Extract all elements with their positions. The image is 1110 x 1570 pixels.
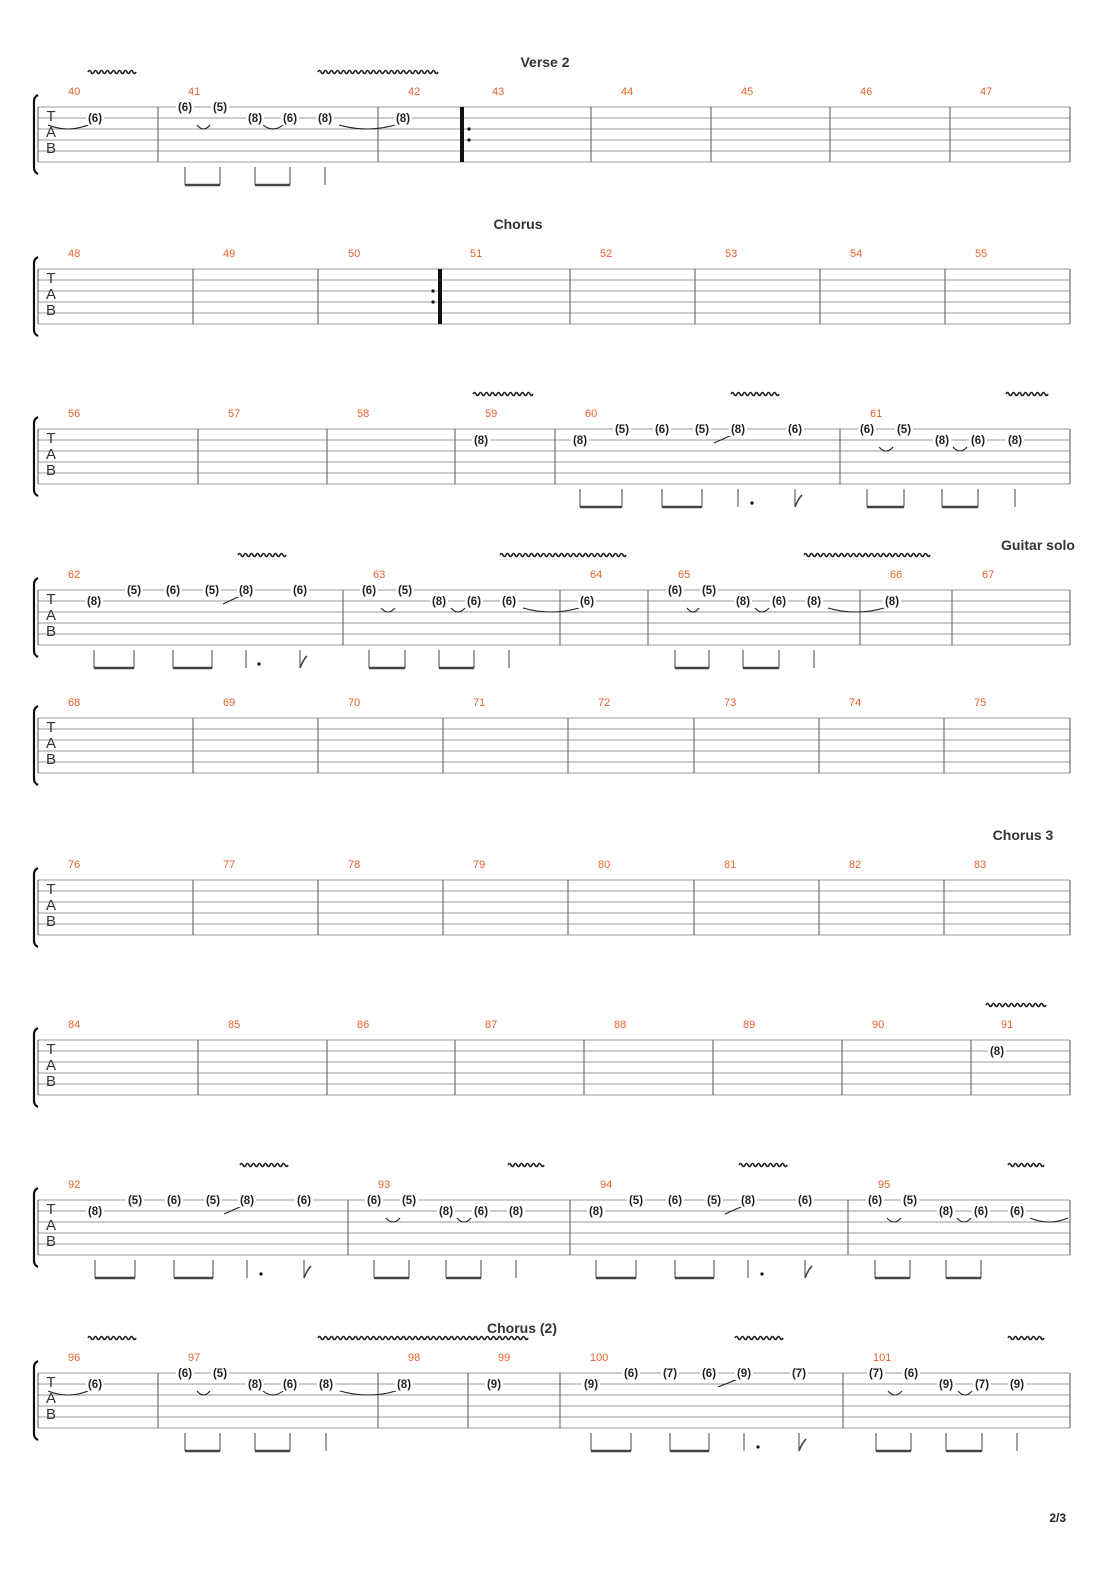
tie-arc (953, 447, 967, 451)
tie-arc (879, 447, 893, 451)
measure-number: 43 (492, 86, 505, 98)
measure-number: 56 (68, 408, 81, 420)
measure-number: 59 (485, 408, 498, 420)
measure-number: 60 (585, 408, 598, 420)
measure-number: 67 (982, 569, 995, 581)
fret-number: (8) (1007, 435, 1023, 447)
fret-number: (8) (934, 435, 950, 447)
system-bracket (34, 257, 38, 336)
tab-system (34, 54, 1070, 185)
tie-arc (888, 1391, 902, 1395)
measure-number: 77 (223, 859, 236, 871)
system-bracket (34, 417, 38, 496)
fret-number: (8) (247, 1379, 263, 1391)
tab-clef-letter: T (46, 591, 56, 608)
tab-clef-letter: B (45, 140, 57, 157)
tie-arc (197, 1391, 210, 1395)
fret-number: (8) (884, 596, 900, 608)
tab-clef-letter: B (45, 1233, 57, 1250)
fret-number: (8) (318, 1379, 334, 1391)
tab-clef-letter: A (45, 1217, 57, 1234)
fret-number: (6) (701, 1368, 717, 1380)
vibrato-mark (1008, 1337, 1044, 1340)
measure-number: 81 (724, 859, 737, 871)
fret-number: (6) (296, 1195, 312, 1207)
vibrato-mark (731, 393, 779, 396)
tab-clef-letter: B (45, 302, 57, 319)
tie-arc (340, 1391, 396, 1395)
fret-number: (6) (1009, 1206, 1025, 1218)
measure-number: 41 (188, 86, 201, 98)
measure-number: 86 (357, 1019, 370, 1031)
fret-number: (5) (902, 1195, 918, 1207)
measure-number: 48 (68, 248, 81, 260)
fret-number: (5) (614, 424, 630, 436)
measure-number: 99 (498, 1352, 511, 1364)
fret-number: (8) (438, 1206, 454, 1218)
tab-clef-letter: A (45, 607, 57, 624)
fret-number: (5) (212, 1368, 228, 1380)
dotted-rhythm (259, 1272, 262, 1275)
measure-number: 80 (598, 859, 611, 871)
fret-number: (8) (735, 596, 751, 608)
note-flag (805, 1266, 812, 1278)
fret-number: (8) (238, 585, 254, 597)
vibrato-mark (735, 1337, 783, 1340)
tab-clef-letter: A (45, 446, 57, 463)
section-label: Verse 2 (520, 54, 570, 70)
tab-clef-letter: T (46, 430, 56, 447)
measure-number: 75 (974, 697, 987, 709)
vibrato-mark (1008, 1164, 1044, 1167)
measure-number: 84 (68, 1019, 81, 1031)
measure-number: 70 (348, 697, 361, 709)
measure-number: 45 (741, 86, 754, 98)
fret-number: (5) (628, 1195, 644, 1207)
measure-number: 65 (678, 569, 691, 581)
fret-number: (9) (736, 1368, 752, 1380)
fret-number: (7) (791, 1368, 807, 1380)
fret-number: (5) (397, 585, 413, 597)
tie-arc (887, 1218, 901, 1222)
fret-number: (6) (654, 424, 670, 436)
fret-number: (8) (588, 1206, 604, 1218)
fret-number: (6) (787, 424, 803, 436)
measure-number: 62 (68, 569, 81, 581)
tie-arc (1030, 1218, 1068, 1222)
measure-number: 83 (974, 859, 987, 871)
measure-number: 94 (600, 1179, 613, 1191)
repeat-barline (438, 269, 442, 324)
measure-number: 89 (743, 1019, 756, 1031)
fret-number: (5) (706, 1195, 722, 1207)
measure-number: 66 (890, 569, 903, 581)
measure-number: 91 (1001, 1019, 1014, 1031)
fret-number: (8) (396, 1379, 412, 1391)
tie-arc (457, 1218, 471, 1222)
tab-clef-letter: B (45, 623, 57, 640)
measure-number: 82 (849, 859, 862, 871)
fret-number: (8) (740, 1195, 756, 1207)
fret-number: (6) (501, 596, 517, 608)
fret-number: (6) (859, 424, 875, 436)
fret-number: (6) (282, 113, 298, 125)
vibrato-mark (88, 1337, 136, 1340)
system-bracket (34, 1361, 38, 1440)
fret-number: (6) (473, 1206, 489, 1218)
vibrato-mark (804, 554, 930, 557)
tie-arc (451, 608, 465, 612)
tie-arc (828, 608, 884, 612)
fret-number: (8) (431, 596, 447, 608)
note-flag (300, 656, 307, 668)
tab-system (34, 393, 1070, 508)
vibrato-mark (500, 554, 626, 557)
fret-number: (5) (212, 102, 228, 114)
fret-number: (9) (938, 1379, 954, 1391)
measure-number: 63 (373, 569, 386, 581)
slide-line (714, 435, 732, 443)
system-bracket (34, 868, 38, 947)
fret-number: (6) (667, 1195, 683, 1207)
measure-number: 74 (849, 697, 862, 709)
fret-number: (6) (282, 1379, 298, 1391)
tab-clef-letter: T (46, 270, 56, 287)
fret-number: (6) (903, 1368, 919, 1380)
fret-number: (8) (473, 435, 489, 447)
fret-number: (6) (166, 1195, 182, 1207)
measure-number: 57 (228, 408, 241, 420)
tie-arc (263, 1391, 283, 1395)
fret-number: (6) (177, 1368, 193, 1380)
slide-line (718, 1379, 738, 1387)
vibrato-mark (318, 71, 438, 74)
fret-number: (8) (317, 113, 333, 125)
repeat-dot (467, 138, 470, 141)
tab-clef-letter: A (45, 1057, 57, 1074)
tab-clef-letter: T (46, 719, 56, 736)
measure-number: 50 (348, 248, 361, 260)
fret-number: (6) (667, 585, 683, 597)
vibrato-mark (473, 393, 533, 396)
section-label: Chorus (2) (487, 1320, 557, 1336)
section-label: Chorus 3 (992, 827, 1054, 843)
tab-clef-letter: T (46, 1041, 56, 1058)
vibrato-mark (240, 1164, 288, 1167)
measure-number: 101 (873, 1352, 892, 1364)
fret-number: (9) (486, 1379, 502, 1391)
system-bracket (34, 1028, 38, 1107)
fret-number: (8) (806, 596, 822, 608)
system-bracket (34, 95, 38, 174)
fret-number: (6) (466, 596, 482, 608)
measure-number: 88 (614, 1019, 627, 1031)
fret-number: (8) (572, 435, 588, 447)
measure-number: 46 (860, 86, 873, 98)
fret-number: (6) (867, 1195, 883, 1207)
dotted-rhythm (257, 662, 260, 665)
fret-number: (8) (730, 424, 746, 436)
measure-number: 40 (68, 86, 81, 98)
measure-number: 52 (600, 248, 613, 260)
measure-number: 92 (68, 1179, 81, 1191)
measure-number: 53 (725, 248, 738, 260)
measure-number: 97 (188, 1352, 201, 1364)
fret-number: (6) (366, 1195, 382, 1207)
measure-number: 98 (408, 1352, 421, 1364)
tie-arc (957, 1218, 971, 1222)
measure-number: 61 (870, 408, 883, 420)
note-flag (795, 495, 802, 507)
vibrato-mark (88, 71, 136, 74)
tab-clef-letter: B (45, 913, 57, 930)
tab-clef-letter: A (45, 1390, 57, 1407)
fret-number: (9) (583, 1379, 599, 1391)
fret-number: (7) (868, 1368, 884, 1380)
tab-clef-letter: T (46, 881, 56, 898)
fret-number: (6) (623, 1368, 639, 1380)
tab-system (34, 827, 1070, 947)
tab-clef-letter: A (45, 124, 57, 141)
vibrato-mark (739, 1164, 787, 1167)
repeat-dot (431, 300, 434, 303)
fret-number: (5) (204, 585, 220, 597)
tab-clef-letter: B (45, 1406, 57, 1423)
tie-arc (958, 1391, 972, 1395)
fret-number: (5) (127, 1195, 143, 1207)
tab-clef-letter: A (45, 286, 57, 303)
measure-number: 54 (850, 248, 863, 260)
tab-clef-letter: A (45, 897, 57, 914)
tab-clef-letter: B (45, 751, 57, 768)
tab-clef-letter: B (45, 1073, 57, 1090)
measure-number: 78 (348, 859, 361, 871)
fret-number: (6) (361, 585, 377, 597)
fret-number: (8) (239, 1195, 255, 1207)
fret-number: (5) (401, 1195, 417, 1207)
fret-number: (5) (126, 585, 142, 597)
repeat-barline (460, 107, 464, 162)
measure-number: 100 (590, 1352, 609, 1364)
vibrato-mark (508, 1164, 544, 1167)
tab-clef-letter: B (45, 462, 57, 479)
section-label: Guitar solo (1001, 537, 1075, 553)
fret-number: (8) (508, 1206, 524, 1218)
page-number: 2/3 (1049, 1511, 1066, 1525)
measure-number: 69 (223, 697, 236, 709)
measure-number: 72 (598, 697, 611, 709)
tab-system (34, 697, 1070, 785)
fret-number: (8) (395, 113, 411, 125)
vibrato-mark (238, 554, 286, 557)
vibrato-mark (986, 1004, 1046, 1007)
vibrato-mark (318, 1337, 528, 1340)
measure-number: 68 (68, 697, 81, 709)
tab-system (34, 216, 1070, 336)
measure-number: 51 (470, 248, 483, 260)
tie-arc (263, 125, 283, 129)
tie-arc (755, 608, 769, 612)
fret-number: (6) (970, 435, 986, 447)
dotted-rhythm (760, 1272, 763, 1275)
fret-number: (7) (662, 1368, 678, 1380)
measure-number: 85 (228, 1019, 241, 1031)
fret-number: (5) (896, 424, 912, 436)
fret-number: (6) (87, 1379, 103, 1391)
fret-number: (6) (292, 585, 308, 597)
measure-number: 42 (408, 86, 421, 98)
measure-number: 90 (872, 1019, 885, 1031)
section-label: Chorus (493, 216, 543, 232)
measure-number: 44 (621, 86, 634, 98)
measure-number: 71 (473, 697, 486, 709)
fret-number: (8) (86, 596, 102, 608)
fret-number: (8) (87, 1206, 103, 1218)
note-flag (799, 1439, 806, 1451)
fret-number: (6) (973, 1206, 989, 1218)
slide-line (725, 1206, 743, 1214)
slide-line (224, 1206, 242, 1214)
measure-number: 58 (357, 408, 370, 420)
measure-number: 93 (378, 1179, 391, 1191)
fret-number: (9) (1009, 1379, 1025, 1391)
fret-number: (7) (974, 1379, 990, 1391)
tie-arc (197, 125, 210, 129)
tie-arc (523, 608, 579, 612)
measure-number: 47 (980, 86, 993, 98)
dotted-rhythm (756, 1445, 759, 1448)
fret-number: (6) (771, 596, 787, 608)
system-bracket (34, 578, 38, 657)
fret-number: (8) (938, 1206, 954, 1218)
tie-arc (339, 125, 395, 129)
tab-system (34, 1320, 1070, 1451)
fret-number: (6) (177, 102, 193, 114)
tab-system (34, 1004, 1070, 1108)
fret-number: (8) (247, 113, 263, 125)
tab-system (34, 537, 1075, 668)
tab-clef-letter: T (46, 108, 56, 125)
fret-number: (6) (87, 113, 103, 125)
fret-number: (5) (205, 1195, 221, 1207)
fret-number: (6) (797, 1195, 813, 1207)
vibrato-mark (1006, 393, 1048, 396)
system-bracket (34, 706, 38, 785)
measure-number: 49 (223, 248, 236, 260)
measure-number: 87 (485, 1019, 498, 1031)
tab-clef-letter: A (45, 735, 57, 752)
dotted-rhythm (750, 501, 753, 504)
note-flag (304, 1266, 311, 1278)
tab-clef-letter: T (46, 1201, 56, 1218)
slide-line (223, 596, 240, 604)
fret-number: (6) (165, 585, 181, 597)
measure-number: 76 (68, 859, 81, 871)
fret-number: (5) (694, 424, 710, 436)
measure-number: 73 (724, 697, 737, 709)
fret-number: (5) (701, 585, 717, 597)
tie-arc (381, 608, 395, 612)
tab-clef-letter: T (46, 1374, 56, 1391)
fret-number: (8) (989, 1046, 1005, 1058)
measure-number: 95 (878, 1179, 891, 1191)
tab-system (34, 1164, 1070, 1279)
measure-number: 55 (975, 248, 988, 260)
repeat-dot (431, 289, 434, 292)
tie-arc (386, 1218, 400, 1222)
tie-arc (687, 608, 699, 612)
fret-number: (6) (579, 596, 595, 608)
repeat-dot (467, 127, 470, 130)
measure-number: 64 (590, 569, 603, 581)
measure-number: 79 (473, 859, 486, 871)
system-bracket (34, 1188, 38, 1267)
measure-number: 96 (68, 1352, 81, 1364)
